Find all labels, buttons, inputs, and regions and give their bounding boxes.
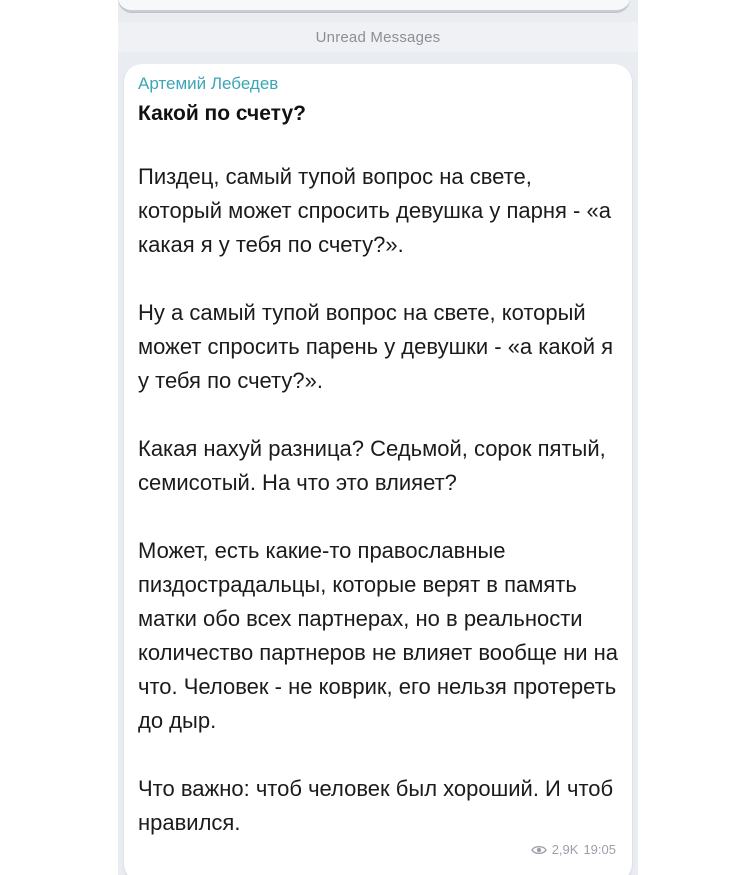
message-paragraph: Может, есть какие-то православные пиздострадальцы, которые верят в память матки обо всех партнерах, но в реальности количество партнеров не влияет вообще ни на что. Человек - не коврик, его нельзя протереть до дыр. [138, 538, 619, 733]
message-paragraph: Что важно: чтоб человек был хороший. И чтоб нравился. [138, 776, 614, 835]
message-bubble[interactable] [124, 64, 632, 875]
message-author[interactable]: Артемий Лебедев [138, 74, 279, 93]
views-count: 2,9K [551, 842, 579, 857]
message-title: Какой по счету? [138, 102, 306, 125]
message-paragraph: Какая нахуй разница? Седьмой, сорок пятый, семисотый. На что это влияет? [138, 436, 606, 495]
message-meta [531, 842, 616, 857]
message-paragraph: Ну а самый тупой вопрос на свете, который может спросить парень у девушки - «а какой я у тебя по счету?». [138, 300, 614, 393]
message-paragraph: Пиздец, самый тупой вопрос на свете, который может спросить девушка у парня - «а какая я у тебя по счету?». [138, 164, 611, 257]
message-text [138, 160, 618, 840]
chat-area [118, 0, 638, 875]
eye-icon [531, 844, 547, 856]
unread-messages-label: Unread Messages [315, 28, 441, 46]
message-time: 19:05 [583, 842, 616, 857]
previous-message-bubble[interactable] [118, 0, 630, 12]
unread-messages-divider [118, 22, 638, 52]
